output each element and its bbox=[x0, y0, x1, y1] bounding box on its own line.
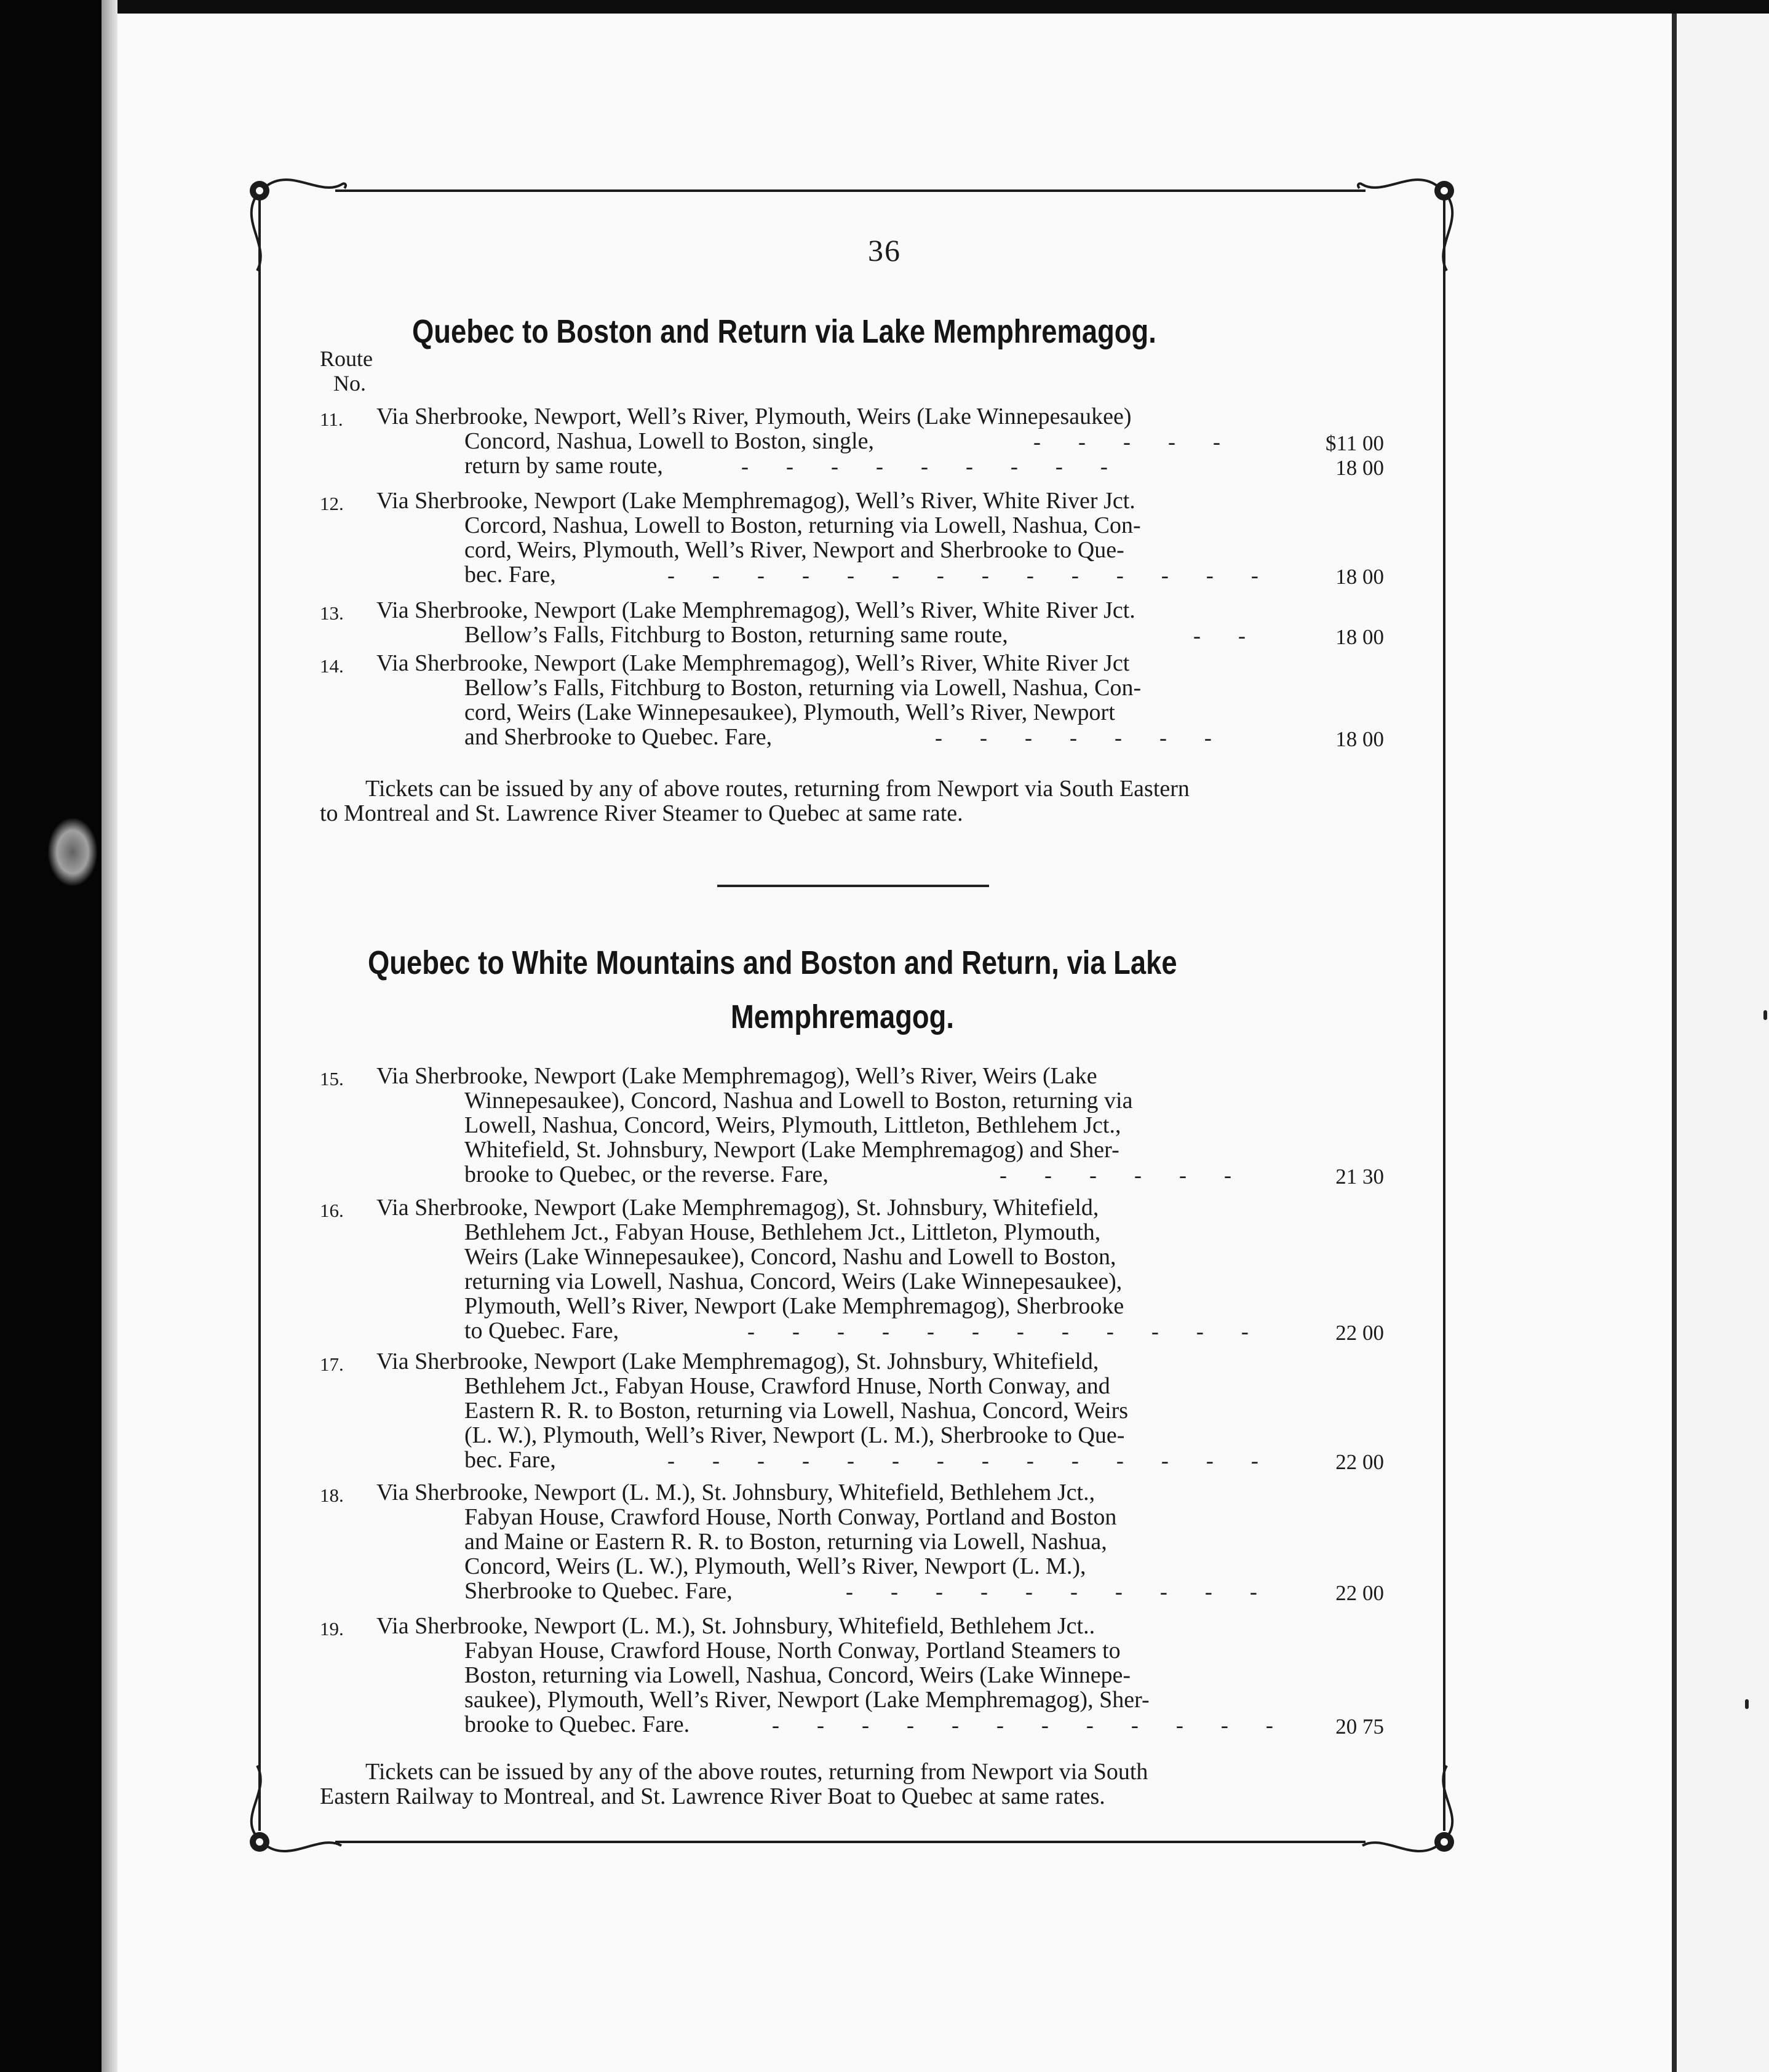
route-number: 13. bbox=[320, 602, 344, 624]
route-text-line: Sherbrooke to Quebec. Fare, bbox=[464, 1578, 733, 1604]
route-text-line: Via Sherbrooke, Newport (Lake Memphremagog), St. Johnsbury, Whitefield, bbox=[376, 1195, 1099, 1221]
route-fare: 18 00 bbox=[1335, 727, 1384, 751]
route-text-line: Corcord, Nashua, Lowell to Boston, returning via Lowell, Nashua, Con- bbox=[464, 512, 1141, 538]
leader-dots: - - - - - - - - - - - - - - bbox=[667, 1448, 1274, 1473]
section2-note-line: Tickets can be issued by any of the above routes, returning from Newport via South bbox=[365, 1759, 1148, 1785]
route-text-line: returning via Lowell, Nashua, Concord, Weirs (Lake Winnepesaukee), bbox=[464, 1269, 1123, 1294]
leader-dots: - - - - - - - - - - - - - - bbox=[667, 563, 1274, 588]
leader-dots: - - - - - - - bbox=[935, 725, 1228, 750]
leader-dots: - - - - - - bbox=[1000, 1163, 1247, 1187]
route-number: 19. bbox=[320, 1618, 344, 1640]
leader-dots: - - - - - - - - - - - - bbox=[747, 1319, 1265, 1344]
route-text-line: Eastern R. R. to Boston, returning via Lowell, Nashua, Concord, Weirs bbox=[464, 1398, 1129, 1424]
route-fare: $11 00 bbox=[1326, 431, 1384, 455]
section1-note-line: Tickets can be issued by any of above routes, returning from Newport via South Eastern bbox=[365, 776, 1190, 802]
route-number: 12. bbox=[320, 493, 344, 514]
section1-note-line: to Montreal and St. Lawrence River Steamer to Quebec at same rate. bbox=[320, 800, 963, 826]
route-fare: 22 00 bbox=[1335, 1321, 1384, 1345]
section2-note-line: Eastern Railway to Montreal, and St. Lawrence River Boat to Quebec at same rates. bbox=[320, 1783, 1105, 1809]
route-text-line: bec. Fare, bbox=[464, 562, 556, 588]
route-text-line: saukee), Plymouth, Well’s River, Newport (Lake Memphremagog), Sher- bbox=[464, 1687, 1150, 1713]
route-fare: 22 00 bbox=[1335, 1581, 1384, 1605]
route-text-line: Fabyan House, Crawford House, North Conway, Portland and Boston bbox=[464, 1504, 1117, 1530]
route-text-line: Bellow’s Falls, Fitchburg to Boston, returning via Lowell, Nashua, Con- bbox=[464, 675, 1142, 701]
route-text-line: Via Sherbrooke, Newport (Lake Memphremagog), Well’s River, White River Jct bbox=[376, 650, 1130, 676]
route-text-line: Fabyan House, Crawford House, North Conway, Portland Steamers to bbox=[464, 1638, 1121, 1664]
route-text-line: cord, Weirs (Lake Winnepesaukee), Plymouth, Well’s River, Newport bbox=[464, 699, 1115, 725]
route-text-line: and Sherbrooke to Quebec. Fare, bbox=[464, 724, 773, 750]
route-number: 18. bbox=[320, 1484, 344, 1506]
route-text-line: brooke to Quebec, or the reverse. Fare, bbox=[464, 1162, 829, 1187]
route-fare: 18 00 bbox=[1335, 625, 1384, 649]
route-text-line: and Maine or Eastern R. R. to Boston, returning via Lowell, Nashua, bbox=[464, 1529, 1107, 1555]
route-text-line: Via Sherbrooke, Newport (L. M.), St. Johnsbury, Whitefield, Bethlehem Jct.. bbox=[376, 1613, 1095, 1639]
leader-dots: - - - - - bbox=[1033, 429, 1236, 454]
route-text-line: return by same route, bbox=[464, 453, 663, 479]
route-number: 14. bbox=[320, 655, 344, 677]
route-text-line: Concord, Weirs (L. W.), Plymouth, Well’s River, Newport (L. M.), bbox=[464, 1553, 1086, 1579]
route-label-line: Route bbox=[320, 346, 373, 371]
route-text-line: Boston, returning via Lowell, Nashua, Concord, Weirs (Lake Winnepe- bbox=[464, 1662, 1131, 1688]
route-text-line: Via Sherbrooke, Newport (Lake Memphremagog), Well’s River, White River Jct. bbox=[376, 488, 1135, 514]
route-text-line: Bethlehem Jct., Fabyan House, Crawford Hnuse, North Conway, and bbox=[464, 1373, 1110, 1399]
route-text-line: Plymouth, Well’s River, Newport (Lake Memphremagog), Sherbrooke bbox=[464, 1293, 1124, 1319]
route-number: 15. bbox=[320, 1068, 344, 1090]
section1-title: Quebec to Boston and Return via Lake Memphremagog. bbox=[412, 313, 1156, 350]
route-text-line: Winnepesaukee), Concord, Nashua and Lowell to Boston, returning via bbox=[464, 1088, 1133, 1114]
section2-title-line: Memphremagog. bbox=[731, 998, 954, 1035]
leader-dots: - - - - - - - - - - - - bbox=[772, 1713, 1289, 1737]
route-text-line: Via Sherbrooke, Newport, Well’s River, Plymouth, Weirs (Lake Winnepesaukee) bbox=[376, 404, 1132, 429]
section-divider bbox=[717, 885, 989, 887]
route-fare: 21 30 bbox=[1335, 1165, 1384, 1189]
route-text-line: (L. W.), Plymouth, Well’s River, Newport (L. M.), Sherbrooke to Que- bbox=[464, 1422, 1125, 1448]
route-text-line: Via Sherbrooke, Newport (Lake Memphremagog), Well’s River, White River Jct. bbox=[376, 597, 1135, 623]
route-fare: 18 00 bbox=[1335, 456, 1384, 480]
leader-dots: - - bbox=[1193, 623, 1262, 648]
route-text-line: Via Sherbrooke, Newport (Lake Memphremagog), Well’s River, Weirs (Lake bbox=[376, 1063, 1097, 1089]
leader-dots: - - - - - - - - - - bbox=[846, 1579, 1273, 1604]
route-fare: 20 75 bbox=[1335, 1715, 1384, 1739]
route-text-line: Lowell, Nashua, Concord, Weirs, Plymouth, Littleton, Bethlehem Jct., bbox=[464, 1112, 1121, 1138]
route-text-line: to Quebec. Fare, bbox=[464, 1318, 619, 1344]
route-text-line: Concord, Nashua, Lowell to Boston, single, bbox=[464, 428, 874, 454]
route-number: 16. bbox=[320, 1200, 344, 1221]
section2-title-line: Quebec to White Mountains and Boston and Return, via Lake bbox=[368, 944, 1177, 981]
page-number: 36 bbox=[868, 233, 901, 268]
route-number: 17. bbox=[320, 1353, 344, 1375]
route-fare: 18 00 bbox=[1335, 565, 1384, 589]
route-text-line: Whitefield, St. Johnsbury, Newport (Lake Memphremagog) and Sher- bbox=[464, 1137, 1119, 1163]
route-text-line: brooke to Quebec. Fare. bbox=[464, 1711, 690, 1737]
route-text-line: Bethlehem Jct., Fabyan House, Bethlehem Jct., Littleton, Plymouth, bbox=[464, 1219, 1101, 1245]
route-fare: 22 00 bbox=[1335, 1450, 1384, 1474]
route-label-line: No. bbox=[333, 371, 366, 396]
route-text-line: Weirs (Lake Winnepesaukee), Concord, Nashu and Lowell to Boston, bbox=[464, 1244, 1116, 1270]
leader-dots: - - - - - - - - - bbox=[741, 454, 1124, 479]
route-text-line: cord, Weirs, Plymouth, Well’s River, Newport and Sherbrooke to Que- bbox=[464, 537, 1124, 563]
route-text-line: Bellow’s Falls, Fitchburg to Boston, returning same route, bbox=[464, 622, 1008, 648]
route-text-line: Via Sherbrooke, Newport (L. M.), St. Johnsbury, Whitefield, Bethlehem Jct., bbox=[376, 1480, 1095, 1505]
route-text-line: bec. Fare, bbox=[464, 1447, 556, 1473]
route-number: 11. bbox=[320, 408, 343, 430]
route-label bbox=[320, 346, 373, 396]
route-text-line: Via Sherbrooke, Newport (Lake Memphremagog), St. Johnsbury, Whitefield, bbox=[376, 1349, 1099, 1374]
